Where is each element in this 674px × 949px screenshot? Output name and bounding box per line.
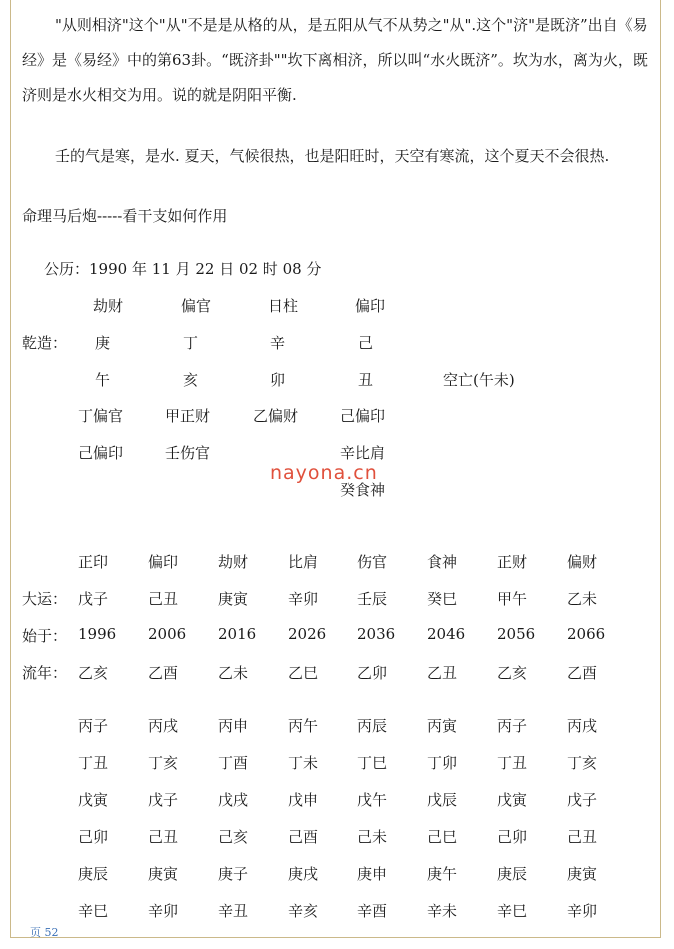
dayun-start-year: 2056: [497, 625, 536, 643]
liunian-cell: 辛酉: [357, 902, 388, 920]
dayun-label: 大运：: [22, 590, 68, 608]
dayun-god: 正财: [497, 553, 528, 571]
dayun-pillar: 癸巳: [427, 590, 458, 608]
dayun-pillar: 乙未: [567, 590, 598, 608]
liunian-cell: 乙酉: [148, 664, 179, 682]
liunian-cell: 己卯: [78, 828, 109, 846]
chart-god-year: 劫财: [93, 297, 124, 315]
liunian-cell: 丁卯: [427, 754, 458, 772]
dayun-start-year: 2006: [148, 625, 187, 643]
chart-stem-hour: 己: [358, 334, 374, 352]
liunian-cell: 辛巳: [78, 902, 109, 920]
dayun-god: 偏印: [148, 553, 179, 571]
liunian-cell: 乙亥: [78, 664, 109, 682]
liunian-cell: 庚寅: [148, 865, 179, 883]
hidden-stem-2-year: 己偏印: [78, 444, 124, 462]
start-label: 始于：: [22, 627, 68, 645]
birth-date: 公历：1990 年 11 月 22 日 02 时 08 分: [44, 260, 322, 278]
liunian-cell: 辛卯: [148, 902, 179, 920]
hidden-stem-1-year: 丁偏官: [78, 407, 124, 425]
liunian-cell: 丙辰: [357, 717, 388, 735]
liunian-label: 流年：: [22, 664, 68, 682]
hidden-stem-2-hour: 辛比肩: [340, 444, 386, 462]
chart-stem-year: 庚: [95, 334, 111, 352]
article-subtitle: 命理马后炮-----看干支如何作用: [22, 207, 228, 225]
chart-branch-year: 午: [95, 371, 111, 389]
liunian-cell: 乙未: [218, 664, 249, 682]
liunian-cell: 戊子: [567, 791, 598, 809]
liunian-cell: 丙午: [288, 717, 319, 735]
liunian-cell: 戊子: [148, 791, 179, 809]
liunian-cell: 丁丑: [78, 754, 109, 772]
liunian-cell: 乙丑: [427, 664, 458, 682]
liunian-cell: 辛亥: [288, 902, 319, 920]
dayun-god: 偏财: [567, 553, 598, 571]
liunian-cell: 己酉: [288, 828, 319, 846]
liunian-cell: 庚戌: [288, 865, 319, 883]
dayun-god: 食神: [427, 553, 458, 571]
hidden-stem-2-month: 壬伤官: [165, 444, 211, 462]
dayun-god: 劫财: [218, 553, 249, 571]
liunian-cell: 乙卯: [357, 664, 388, 682]
chart-branch-hour: 丑: [358, 371, 374, 389]
chart-branch-day: 卯: [270, 371, 286, 389]
liunian-cell: 丁亥: [567, 754, 598, 772]
chart-god-day: 日柱: [268, 297, 299, 315]
hidden-stem-3-hour: 癸食神: [340, 481, 386, 499]
dayun-pillar: 庚寅: [218, 590, 249, 608]
hidden-stem-1-month: 甲正财: [165, 407, 211, 425]
liunian-cell: 丁丑: [497, 754, 528, 772]
liunian-cell: 己丑: [148, 828, 179, 846]
liunian-cell: 丙戌: [567, 717, 598, 735]
liunian-cell: 戊戌: [218, 791, 249, 809]
chart-god-hour: 偏印: [355, 297, 386, 315]
liunian-cell: 庚辰: [78, 865, 109, 883]
liunian-cell: 丙子: [78, 717, 109, 735]
liunian-cell: 丁亥: [148, 754, 179, 772]
liunian-cell: 戊辰: [427, 791, 458, 809]
liunian-cell: 戊午: [357, 791, 388, 809]
liunian-cell: 丙戌: [148, 717, 179, 735]
chart-god-month: 偏官: [181, 297, 212, 315]
liunian-cell: 辛丑: [218, 902, 249, 920]
liunian-cell: 庚子: [218, 865, 249, 883]
dayun-start-year: 2046: [427, 625, 466, 643]
liunian-cell: 辛巳: [497, 902, 528, 920]
page-number: 页 52: [30, 926, 59, 939]
liunian-cell: 丁酉: [218, 754, 249, 772]
liunian-cell: 庚寅: [567, 865, 598, 883]
liunian-cell: 戊寅: [497, 791, 528, 809]
liunian-cell: 丙寅: [427, 717, 458, 735]
liunian-cell: 己亥: [218, 828, 249, 846]
liunian-cell: 庚辰: [497, 865, 528, 883]
liunian-cell: 辛未: [427, 902, 458, 920]
liunian-cell: 丁巳: [357, 754, 388, 772]
chart-kongwang: 空亡(午未): [443, 371, 515, 389]
liunian-cell: 己未: [357, 828, 388, 846]
liunian-cell: 庚午: [427, 865, 458, 883]
dayun-god: 比肩: [288, 553, 319, 571]
liunian-cell: 丁未: [288, 754, 319, 772]
liunian-cell: 庚申: [357, 865, 388, 883]
liunian-cell: 乙酉: [567, 664, 598, 682]
dayun-start-year: 2066: [567, 625, 606, 643]
second-paragraph: 壬的气是寒，是水. 夏天，气候很热，也是阳旺时，天空有寒流，这个夏天不会很热.: [55, 147, 610, 165]
liunian-cell: 戊寅: [78, 791, 109, 809]
dayun-start-year: 1996: [78, 625, 117, 643]
chart-stem-month: 丁: [183, 334, 199, 352]
chart-stem-day: 辛: [270, 334, 286, 352]
dayun-start-year: 2026: [288, 625, 327, 643]
liunian-cell: 己卯: [497, 828, 528, 846]
dayun-god: 伤官: [357, 553, 388, 571]
liunian-cell: 己丑: [567, 828, 598, 846]
liunian-cell: 辛卯: [567, 902, 598, 920]
chart-label: 乾造：: [22, 334, 68, 352]
liunian-cell: 乙巳: [288, 664, 319, 682]
liunian-cell: 丙申: [218, 717, 249, 735]
hidden-stem-1-hour: 己偏印: [340, 407, 386, 425]
chart-branch-month: 亥: [183, 371, 199, 389]
dayun-pillar: 甲午: [497, 590, 528, 608]
dayun-pillar: 壬辰: [357, 590, 388, 608]
dayun-pillar: 辛卯: [288, 590, 319, 608]
dayun-start-year: 2036: [357, 625, 396, 643]
dayun-god: 正印: [78, 553, 109, 571]
liunian-cell: 丙子: [497, 717, 528, 735]
dayun-pillar: 戊子: [78, 590, 109, 608]
dayun-pillar: 己丑: [148, 590, 179, 608]
intro-paragraph: "从则相济"这个"从"不是是从格的从，是五阳从气不从势之"从".这个"济"是既济”出自《易经》是《易经》中的第63卦。“既济卦""坎下离相济，所以叫“水火既济”。坎为水，离为火，既济则是水火相交为用。说的就是阴阳平衡.: [22, 16, 648, 104]
liunian-cell: 戊申: [288, 791, 319, 809]
liunian-cell: 己巳: [427, 828, 458, 846]
liunian-cell: 乙亥: [497, 664, 528, 682]
site-watermark: nayona.cn: [270, 462, 378, 484]
dayun-start-year: 2016: [218, 625, 257, 643]
hidden-stem-1-day: 乙偏财: [253, 407, 299, 425]
